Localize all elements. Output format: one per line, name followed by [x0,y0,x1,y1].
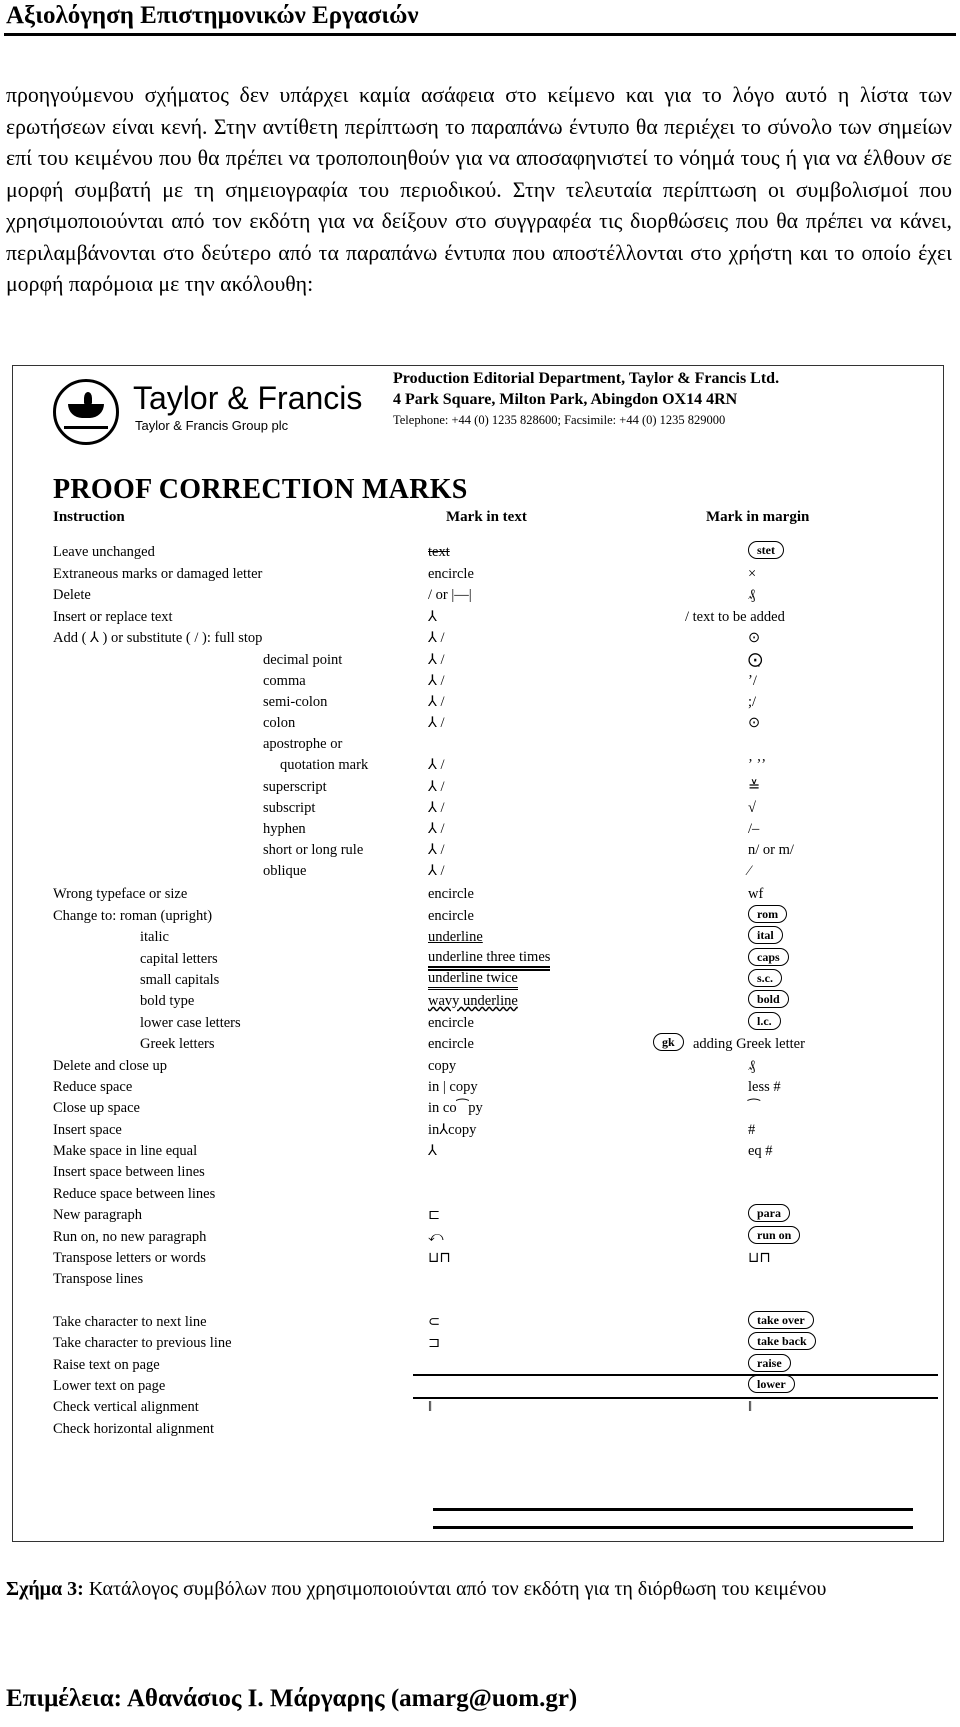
row-instruction: italic [140,929,169,945]
row-mark-in-text: ⅄ / [428,757,445,773]
row-instruction: Delete [53,587,91,603]
row-mark-in-text: underline three times [428,948,550,971]
row-mark-in-margin: ⊙ [748,630,761,646]
table-row [13,1311,944,1333]
row-mark-in-text: encircle [428,1015,474,1031]
row-instruction: Add ( ⅄ ) or substitute ( / ): full stop [53,630,263,646]
row-mark-in-margin: ⊙ [748,715,761,731]
row-mark-in-text: ⊂ [428,1314,441,1330]
insert-space-line-mark [413,1374,938,1376]
row-mark-in-text: ⅄ [428,1143,437,1159]
row-mark-in-margin: take over [748,1311,814,1329]
row-mark-in-margin: ≚ [748,779,761,795]
body-paragraph: προηγούμενου σχήματος δεν υπάρχει καμία ασάφεια στο κείμενο και για το λόγο αυτό η λίστα των ερωτήσεων είναι κενή. Στην αντίθετη περίπτωση το παραπάνω έντυπο θα περιέχει το σύνολο των σημείων επί του κειμένου που θα πρέπει να τροποποιηθούν για να αποσαφηνιστεί το νόημά τους ή για να έλθουν σε μορφή συμβατή με τη σημειογραφία του περιοδικού. Στην τελευταία περίπτωση οι συμβολισμοί που χρησιμοποιούνται από τον εκδότη για να δείξουν στο συγγραφέα τις διορθώσεις που θα πρέπει να κάνει, περιλαμβάνονται στο δεύτερο από τα παραπάνω έντυπα που αποστέλλονται στο χρήστη και το οποίο έχει μορφή παρόμοια με την ακόλουθη: [6,83,952,296]
table-row [13,905,944,927]
table-row [13,1055,944,1077]
row-mark-in-margin: rom [748,905,787,923]
row-mark-in-margin: adding Greek letter [693,1036,805,1052]
header-rule [4,33,956,36]
row-instruction: bold type [140,993,195,1009]
figure-caption [6,1578,826,1601]
table-row [13,1097,944,1119]
row-instruction: Insert space [53,1122,122,1138]
table-row [13,627,944,649]
row-mark-in-text: ‖ [428,1399,433,1415]
row-mark-in-text: ⅄ / [428,673,445,689]
row-mark-in-margin: bold [748,990,789,1008]
row-mark-in-text: ⅄ / [428,694,445,710]
proof-title: PROOF CORRECTION MARKS [53,474,468,505]
taylor-francis-logo-icon [53,379,119,445]
row-mark-in-text: underline twice [428,969,518,990]
row-instruction: Insert or replace text [53,609,173,625]
col-mark-in-margin: Mark in margin [706,509,810,525]
row-mark-in-text: ⅄ [428,609,437,625]
row-mark-in-text: encircle [428,1036,474,1052]
row-mark-in-text: ⅄ / [428,715,445,731]
row-mark-in-margin: / text to be added [685,609,785,625]
row-mark-in-margin: ʼ/ [748,673,757,689]
row-mark-in-margin: ₰ [748,587,756,603]
row-mark-in-margin: stet [748,541,784,559]
row-mark-in-text: underline [428,929,483,945]
table-row [13,818,944,840]
proof-marks-figure [12,365,944,1542]
greek-marker: gk [653,1033,684,1051]
table-row [13,733,944,755]
table-row [13,541,944,563]
row-mark-in-margin: para [748,1204,790,1222]
row-instruction: quotation mark [280,757,369,773]
table-row [13,839,944,861]
row-mark-in-margin: s.c. [748,969,782,987]
table-row [13,990,944,1012]
table-row [13,670,944,692]
row-mark-in-margin: less # [748,1079,781,1095]
row-instruction: comma [263,673,306,689]
table-row [13,1204,944,1226]
row-mark-in-text: ⊐ [428,1335,441,1351]
row-mark-in-margin: ⁀ [748,1100,760,1116]
row-mark-in-margin: lower [748,1375,795,1393]
row-mark-in-text: ⤺ [428,1229,444,1245]
table-row [13,883,944,905]
address-line: 4 Park Square, Milton Park, Abingdon OX14 4RN [393,391,738,408]
row-instruction: Reduce space between lines [53,1186,216,1202]
row-mark-in-margin: ital [748,926,783,944]
row-mark-in-margin: # [748,1122,756,1138]
row-mark-in-margin: ;/ [748,694,757,710]
table-row [13,969,944,991]
row-instruction: Change to: roman (upright) [53,908,213,924]
address-line: Production Editorial Department, Taylor & Francis Ltd. [393,370,780,387]
table-row [13,1119,944,1141]
brand-group: Taylor & Francis Group plc [135,418,289,433]
table-row [13,1247,944,1269]
row-mark-in-margin: wf [748,886,764,902]
row-instruction: lower case letters [140,1015,241,1031]
row-mark-in-margin: raise [748,1354,791,1372]
row-instruction: Transpose letters or words [53,1250,206,1266]
table-row [13,1375,944,1397]
table-row [13,1012,944,1034]
row-mark-in-text: / or |—| [428,587,472,603]
row-instruction: Wrong typeface or size [53,886,188,902]
table-row [13,1226,944,1248]
row-mark-in-margin: /– [748,821,760,837]
telephone-line: Telephone: +44 (0) 1235 828600; Facsimile: +44 (0) 1235 829000 [393,413,726,427]
page-footer: Επιμέλεια: Αθανάσιος Ι. Μάργαρης (amarg@uom.gr) [6,1685,578,1712]
row-instruction: Transpose lines [53,1271,144,1287]
row-instruction: Make space in line equal [53,1143,198,1159]
row-mark-in-margin: ⨀̣ [748,652,763,668]
table-row [13,691,944,713]
row-mark-in-margin: caps [748,948,789,966]
row-mark-in-margin: l.c. [748,1012,781,1030]
row-instruction: Extraneous marks or damaged letter [53,566,263,582]
row-mark-in-text: ⅄ / [428,821,445,837]
row-mark-in-text: ⊔⊓ [428,1250,451,1266]
caption-text: Κατάλογος συμβόλων που χρησιμοποιούνται από τον εκδότη για τη διόρθωση του κειμένου [88,1578,827,1600]
table-row [13,584,944,606]
row-mark-in-text: ⅄ / [428,800,445,816]
reduce-space-line-mark [413,1397,938,1399]
row-mark-in-margin: × [748,566,757,582]
row-mark-in-text: in | copy [428,1079,478,1095]
transpose-lines-mark [433,1526,913,1529]
row-instruction: apostrophe or [263,736,343,752]
col-instruction: Instruction [53,509,125,525]
row-mark-in-text: in co⁀py [428,1100,483,1116]
table-row [13,926,944,948]
row-instruction: hyphen [263,821,306,837]
table-row [13,1354,944,1376]
row-mark-in-text: text [428,544,450,560]
row-instruction: capital letters [140,951,218,967]
table-row [13,1140,944,1162]
row-instruction: Reduce space [53,1079,133,1095]
brand-name: Taylor & Francis [133,380,363,416]
row-instruction: Raise text on page [53,1357,160,1373]
row-instruction: semi-colon [263,694,328,710]
row-mark-in-text: ⅄ / [428,630,445,646]
transpose-lines-mark [433,1508,913,1511]
table-row [13,1033,944,1055]
row-mark-in-margin: ⁄ [748,863,751,879]
row-mark-in-text: ⅄ / [428,842,445,858]
table-row [13,1268,944,1290]
table-row [13,776,944,798]
row-mark-in-text: ⅄ / [428,863,445,879]
row-mark-in-margin: n/ or m/ [748,842,794,858]
row-mark-in-margin: ⊔⊓ [748,1250,771,1266]
row-instruction: Greek letters [140,1036,215,1052]
row-instruction: oblique [263,863,307,879]
row-instruction: superscript [263,779,327,795]
row-mark-in-text: encircle [428,886,474,902]
row-mark-in-text: ⅄ / [428,779,445,795]
row-instruction: Check vertical alignment [53,1399,199,1415]
row-mark-in-text: wavy underline [428,993,518,1009]
table-row [13,1332,944,1354]
table-row [13,712,944,734]
row-mark-in-margin: ‖ [748,1399,753,1415]
publisher-address [393,368,779,431]
table-row [13,754,944,776]
row-instruction: New paragraph [53,1207,142,1223]
table-row [13,1183,944,1205]
row-instruction: short or long rule [263,842,364,858]
row-instruction: Take character to next line [53,1314,207,1330]
row-mark-in-margin: take back [748,1332,816,1350]
caption-label: Σχήμα 3: [6,1578,84,1600]
table-row [13,948,944,970]
row-instruction: Run on, no new paragraph [53,1229,207,1245]
row-mark-in-margin: ₰ [748,1058,756,1074]
table-row [13,649,944,671]
row-instruction: small capitals [140,972,220,988]
table-row [13,1396,944,1418]
row-mark-in-text: encircle [428,566,474,582]
row-instruction: Leave unchanged [53,544,155,560]
table-row [13,1161,944,1183]
row-mark-in-margin: ʼ ʼʼ [748,757,767,773]
table-row [13,797,944,819]
row-mark-in-margin: √ [748,800,756,816]
running-header: Αξιολόγηση Επιστημονικών Εργασιών [6,2,419,29]
row-mark-in-text: ⅄ / [428,652,445,668]
row-instruction: colon [263,715,296,731]
row-mark-in-text: encircle [428,908,474,924]
row-instruction: decimal point [263,652,343,668]
col-mark-in-text: Mark in text [446,509,527,525]
row-instruction: Delete and close up [53,1058,167,1074]
row-instruction: subscript [263,800,316,816]
row-mark-in-text: in⅄copy [428,1122,477,1138]
row-instruction: Check horizontal alignment [53,1421,215,1437]
row-mark-in-margin: run on [748,1226,800,1244]
table-row [13,1289,944,1311]
row-mark-in-text: ⊏ [428,1207,441,1223]
table-row [13,606,944,628]
row-instruction: Close up space [53,1100,140,1116]
row-instruction: Lower text on page [53,1378,166,1394]
row-mark-in-margin: eq # [748,1143,773,1159]
row-instruction: Take character to previous line [53,1335,232,1351]
table-row [13,860,944,882]
table-row [13,1418,944,1440]
table-row [13,1076,944,1098]
table-row [13,563,944,585]
row-instruction: Insert space between lines [53,1164,205,1180]
row-mark-in-text: copy [428,1058,457,1074]
